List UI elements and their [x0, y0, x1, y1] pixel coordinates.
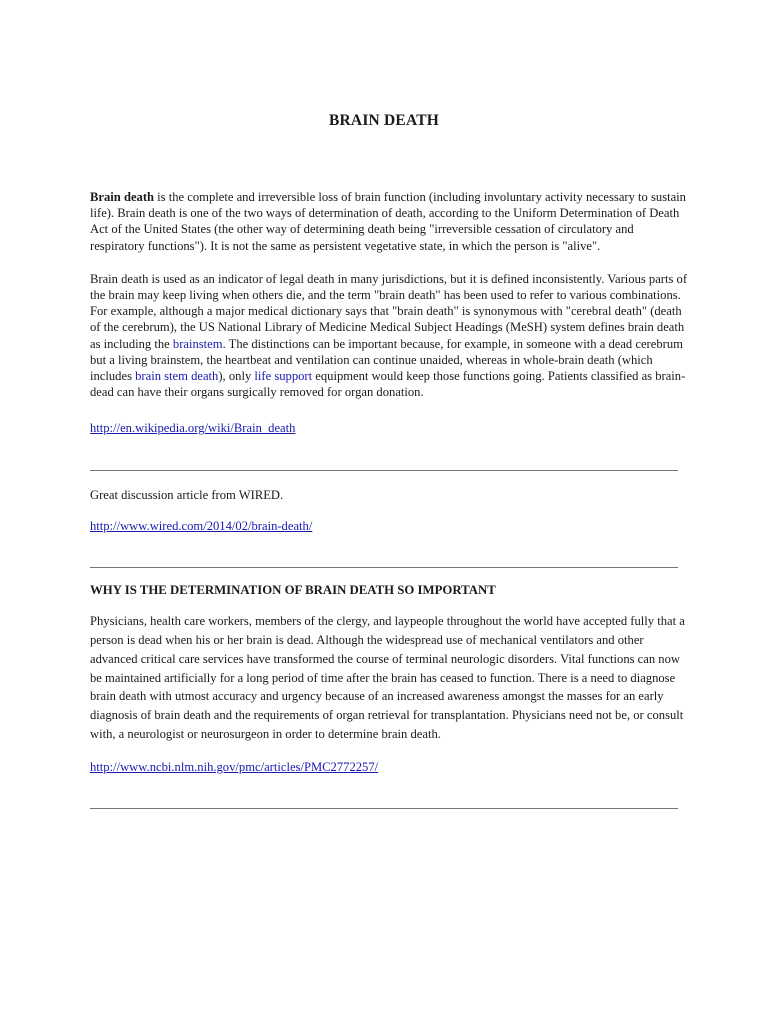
definition-text-1: Brain death is used as an indicator of legal death in many jurisdictions, but it is defined inconsistently. Various parts of the brain may keep living when others die, and the term "brain death" has been used to refer to various combinations. For example, although a major medical dictionary says that "brain death" is synonymous with "cerebral death" (death of the cerebrum), the US National Library of Medicine Medical Subject Headings (MeSH) system defines brain death as including the [90, 271, 688, 351]
definition-text-3: ), only [218, 369, 255, 384]
definition-paragraph [90, 271, 690, 401]
ncbi-link[interactable]: http://www.ncbi.nlm.nih.gov/pmc/articles/PMC2772257/ [90, 759, 379, 774]
discussion-text: Great discussion article from WIRED. [90, 487, 284, 502]
term-brain-death: Brain death [90, 190, 155, 204]
definition-text-2: . The distinctions can be important because, for example, in someone with a dead cerebrum but a living brainstem, the heartbeat and ventilation can continue unaided, whereas in whole-brain death (which includes [90, 336, 683, 384]
document-title: BRAIN DEATH [329, 112, 439, 129]
section-heading: WHY IS THE DETERMINATION OF BRAIN DEATH SO IMPORTANT [90, 583, 496, 598]
separator-3 [90, 808, 678, 809]
brain-stem-death-link[interactable]: brain stem death [135, 369, 219, 384]
brainstem-link[interactable]: brainstem [172, 336, 223, 351]
importance-paragraph: Physicians, health care workers, members of the clergy, and laypeople throughout the world have accepted fully that a person is dead when his or her brain is dead. Although the widespread use of mechanical ventilators and other advanced critical care services have transformed the course of terminal neurologic disorders. Vital functions can now be maintained artificially for a long period of time after the brain has ceased to function. There is a need to diagnose brain death with utmost accuracy and urgency because of an increased awareness amongst the masses for an early diagnosis of brain death and the requirements of organ retrieval for transplantation. Physicians need not be, or consult with, a neurologist or neurosurgeon in order to determine brain death. [90, 614, 685, 742]
intro-text: is the complete and irreversible loss of brain function (including involuntary activity necessary to sustain life). Brain death is one of the two ways of determination of death, according to the Uniform Determination of Death Act of the United States (the other way of determining death being "irreversible cessation of circulatory and respiratory functions"). It is not the same as persistent vegetative state, in which the person is "alive". [90, 190, 686, 253]
wikipedia-link[interactable]: http://en.wikipedia.org/wiki/Brain_death [90, 421, 296, 436]
separator-2 [90, 567, 678, 568]
intro-paragraph [90, 189, 690, 254]
life-support-link[interactable]: life support [254, 369, 313, 384]
separator-1 [90, 470, 678, 471]
document-body [90, 189, 690, 809]
definition-text-4: equipment would keep those functions going. Patients classified as brain-dead can have their organs surgically removed for organ donation. [90, 369, 686, 400]
wired-link[interactable]: http://www.wired.com/2014/02/brain-death/ [90, 518, 313, 533]
